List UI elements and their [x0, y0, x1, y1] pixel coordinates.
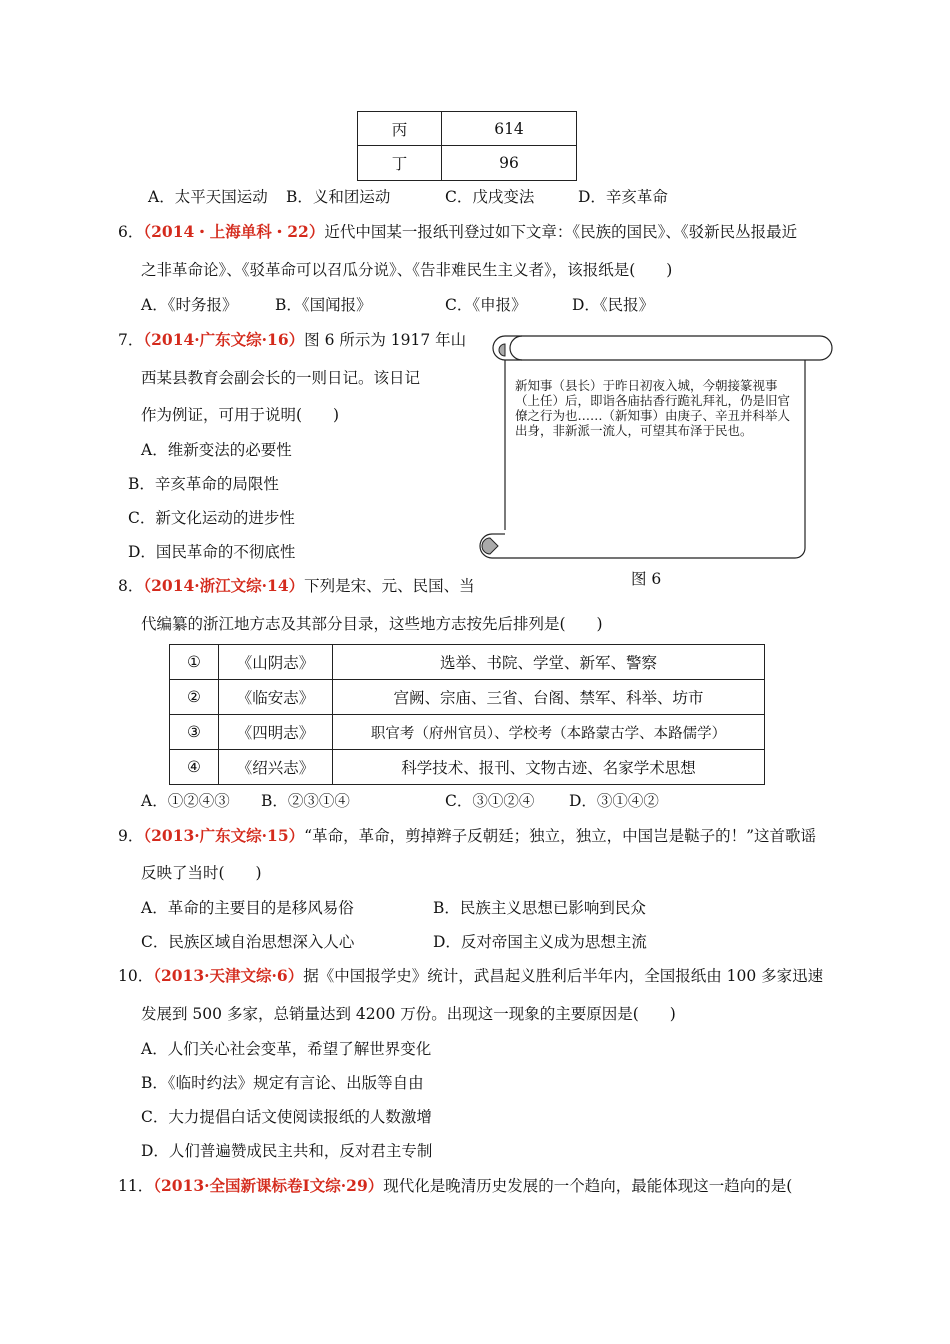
question-number: 9．: [118, 827, 144, 845]
q5-option-d: D．辛亥革命: [578, 188, 668, 206]
table-row: [170, 715, 765, 750]
gazetteer-table: [169, 644, 765, 785]
table-cell: 96: [442, 146, 577, 181]
table-row: [170, 750, 765, 785]
q8-option-d: D．③①④②: [569, 792, 659, 810]
table-cell: 科学技术、报刊、文物古迹、名家学术思想: [333, 750, 765, 785]
question-source: （2014·广东文综·16）: [143, 330, 305, 349]
table-row: [170, 680, 765, 715]
question-text: 图 6 所示为 1917 年山: [304, 331, 467, 349]
q7-line1: [118, 328, 466, 350]
question-number: 11．: [118, 1177, 154, 1195]
q8-line1: [118, 574, 475, 596]
q10-option-d: D．人们普遍赞成民主共和，反对君主专制: [141, 1142, 433, 1160]
question-text: 据《中国报学史》统计，武昌起义胜利后半年内，全国报纸由 100 多家迅速: [303, 967, 824, 985]
q7-line2: 西某县教育会副会长的一则日记。该日记: [141, 369, 421, 387]
q9-option-d: D．反对帝国主义成为思想主流: [433, 933, 647, 951]
question-text: 下列是宋、元、民国、当: [304, 577, 475, 595]
table-cell: ①: [170, 645, 219, 680]
q10-line2: 发展到 500 多家，总销量达到 4200 万份。出现这一现象的主要原因是( ): [141, 1005, 676, 1023]
q8-option-b: B．②③①④: [261, 792, 350, 810]
table-cell: 宫阙、宗庙、三省、台阁、禁军、科举、坊市: [333, 680, 765, 715]
figure-caption: 图 6: [631, 570, 662, 588]
q9-line1: [118, 824, 816, 846]
table-cell: ④: [170, 750, 219, 785]
table-cell: 614: [442, 112, 577, 146]
q5-option-b: B．义和团运动: [286, 188, 391, 206]
q9-option-a: A．革命的主要目的是移风易俗: [141, 899, 354, 917]
q10-option-a: A．人们关心社会变革，希望了解世界变化: [141, 1040, 432, 1058]
q6-option-a: A．《时务报》: [141, 296, 238, 314]
q11-line1: [118, 1174, 792, 1196]
question-text: 现代化是晚清历史发展的一个趋向，最能体现这一趋向的是(: [383, 1177, 793, 1195]
q6-option-d: D．《民报》: [572, 296, 655, 314]
q6-line1: [118, 220, 797, 242]
question-number: 8．: [118, 577, 144, 595]
question-source: （2014・上海单科・22）: [143, 222, 325, 241]
question-source: （2013·天津文综·6）: [153, 966, 304, 985]
table-cell: 《绍兴志》: [219, 750, 333, 785]
table-cell: 丙: [358, 112, 442, 146]
q6-line2: 之非革命论》、《驳革命可以召瓜分说》、《告非难民生主义者》，该报纸是( ): [141, 261, 673, 279]
q9-option-b: B．民族主义思想已影响到民众: [433, 899, 646, 917]
question-number: 6．: [118, 223, 144, 241]
question-text: 近代中国某一报纸刊登过如下文章：《民族的国民》、《驳新民丛报最近: [324, 223, 798, 241]
table-cell: ③: [170, 715, 219, 750]
q10-option-b: B．《临时约法》规定有言论、出版等自由: [141, 1074, 424, 1092]
table-cell: 《山阴志》: [219, 645, 333, 680]
q9-line2: 反映了当时( ): [141, 864, 262, 882]
q7-option-c: C．新文化运动的进步性: [128, 509, 295, 527]
table-cell: 《临安志》: [219, 680, 333, 715]
question-number: 10．: [118, 967, 154, 985]
q9-option-c: C．民族区域自治思想深入人心: [141, 933, 355, 951]
q8-option-c: C．③①②④: [445, 792, 535, 810]
table-row: [358, 146, 577, 181]
q10-option-c: C．大力提倡白话文使阅读报纸的人数激增: [141, 1108, 432, 1126]
table-cell: 选举、书院、学堂、新军、警察: [333, 645, 765, 680]
question-text: “革命，革命，剪掉辫子反朝廷；独立，独立，中国岂是鞑子的！”这首歌谣: [304, 827, 816, 845]
table-row: [170, 645, 765, 680]
q8-option-a: A．①②④③: [141, 792, 230, 810]
q10-line1: [118, 964, 823, 986]
question-number: 7．: [118, 331, 144, 349]
table-cell: ②: [170, 680, 219, 715]
table-cell: 丁: [358, 146, 442, 181]
q8-line2: 代编纂的浙江地方志及其部分目录，这些地方志按先后排列是( ): [141, 615, 603, 633]
q7-option-a: A．维新变法的必要性: [141, 441, 292, 459]
question-source: （2013·广东文综·15）: [143, 826, 305, 845]
q5-option-a: A．太平天国运动: [148, 188, 268, 206]
table-row: [358, 112, 577, 146]
q5-option-c: C．戊戌变法: [445, 188, 535, 206]
table-cell: 《四明志》: [219, 715, 333, 750]
q6-option-b: B．《国闻报》: [275, 296, 372, 314]
table-cell: 职官考（府州官员）、学校考（本路蒙古学、本路儒学）: [333, 715, 765, 750]
diary-scroll-figure: [470, 330, 838, 564]
diary-text: 新知事（县长）于昨日初夜入城，今朝接篆视事（上任）后，即诣各庙拈香行跪礼拜礼，仍是旧官僚之行为也……（新知事）由庚子、辛丑并科举人出身，非新派一流人，可望其布泽于民也。: [515, 378, 791, 438]
question-source: （2014·浙江文综·14）: [143, 576, 305, 595]
question-source: （2013·全国新课标卷Ⅰ文综·29）: [153, 1176, 384, 1195]
q7-option-d: D．国民革命的不彻底性: [128, 543, 296, 561]
q6-option-c: C．《申报》: [445, 296, 527, 314]
q7-option-b: B．辛亥革命的局限性: [128, 475, 279, 493]
q7-line3: 作为例证，可用于说明( ): [141, 406, 340, 424]
top-table: [357, 111, 577, 181]
